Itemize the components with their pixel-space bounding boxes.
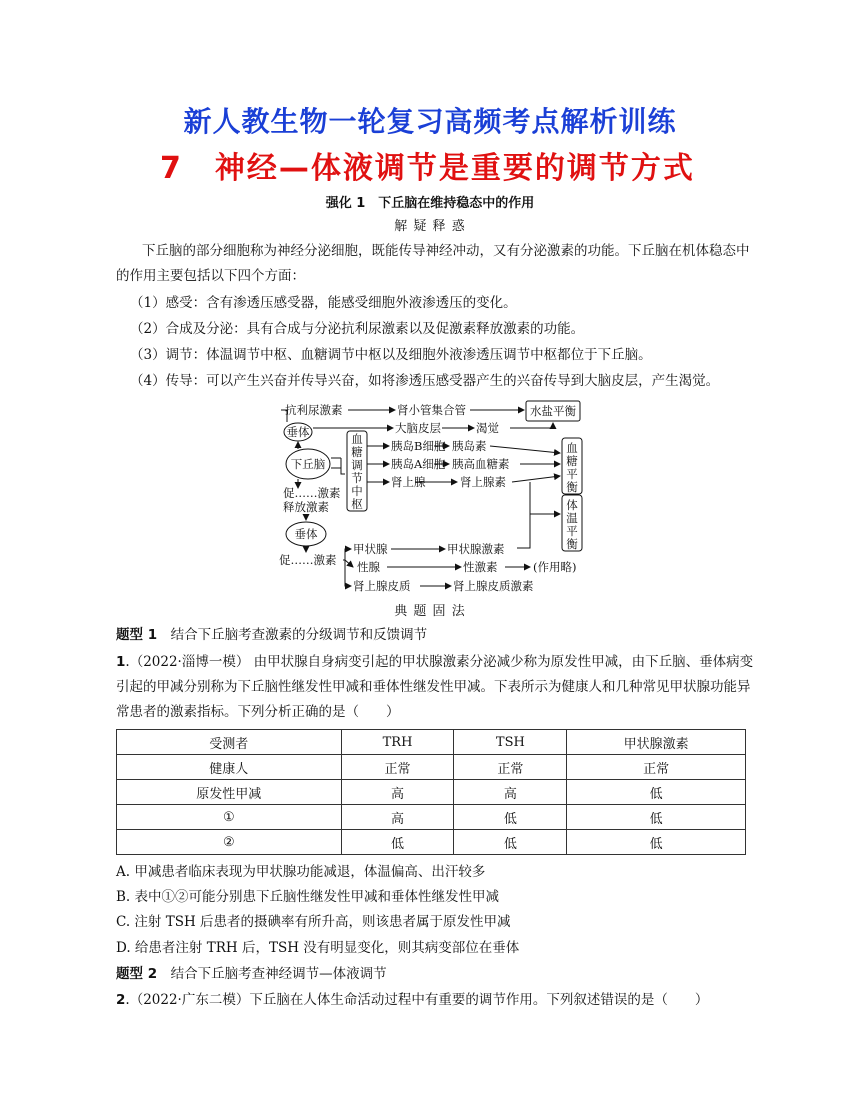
part-heading-explain: 解 疑 释 惑	[394, 219, 466, 234]
diagram-sex-hormone: 性激素	[463, 560, 498, 574]
diagram-insulin: 胰岛素	[452, 439, 487, 453]
table-cell: 正常	[454, 755, 567, 780]
diagram-temp-balance-0: 体	[566, 498, 578, 512]
table-cell: ②	[117, 830, 342, 855]
question-type-1-text: 结合下丘脑考查激素的分级调节和反馈调节	[170, 627, 428, 643]
diagram-pituitary-2: 垂体	[294, 527, 318, 541]
intro-line-1: 下丘脑的部分细胞称为神经分泌细胞，既能传导神经冲动，又有分泌激素的功能。下丘脑在机体稳态中	[142, 243, 750, 259]
q1-line-2: 引起的甲减分别称为下丘脑性继发性甲减和垂体性继发性甲减。下表所示为健康人和几种常见甲状腺功能异	[116, 679, 751, 695]
point-1: （1）感受：含有渗透压感受器，能感受细胞外液渗透压的变化。	[130, 295, 517, 311]
diagram-gonad: 性腺	[357, 560, 380, 574]
hormone-table	[116, 729, 746, 855]
diagram-hypothalamus: 下丘脑	[290, 457, 326, 471]
diagram-glucose-balance-3: 衡	[566, 480, 578, 494]
diagram-alpha-cell: 胰岛A细胞	[391, 457, 446, 471]
table-cell: 低	[567, 830, 746, 855]
chapter-title: 7 神经—体液调节是重要的调节方式	[160, 151, 695, 186]
table-cell: 低	[454, 805, 567, 830]
diagram-omitted: (作用略)	[533, 560, 577, 574]
question-type-2-label: 题型 2	[116, 966, 158, 982]
table-cell: 低	[341, 830, 454, 855]
diagram-adrenaline: 肾上腺素	[460, 475, 506, 489]
table-cell: 高	[341, 780, 454, 805]
diagram-center-3: 节	[351, 471, 363, 485]
table-row	[117, 755, 746, 780]
diagram-glucose-balance-2: 平	[566, 467, 578, 481]
q2-number: 2	[116, 992, 126, 1008]
q1-number: 1	[116, 654, 126, 670]
table-cell: 低	[454, 830, 567, 855]
table-cell: 正常	[567, 755, 746, 780]
diagram-glucagon: 胰高血糖素	[452, 457, 510, 471]
q2-text-1: .（2022·广东二模）下丘脑在人体生命活动过程中有重要的调节作用。下列叙述错误的是（ ）	[125, 992, 709, 1008]
diagram-center-0: 血	[351, 432, 363, 446]
diagram-cortex: 大脑皮层	[395, 421, 441, 435]
table-row	[117, 780, 746, 805]
page-title: 新人教生物一轮复习高频考点解析训练	[183, 105, 677, 138]
table-row	[117, 830, 746, 855]
q1-line-3: 常患者的激素指标。下列分析正确的是（ ）	[116, 704, 400, 720]
table-row	[117, 805, 746, 830]
diagram-glucose-balance-1: 糖	[566, 454, 578, 468]
diagram-tropic: 促……激素	[279, 553, 337, 567]
diagram-center-2: 调	[351, 458, 363, 472]
hypothalamus-regulation-diagram	[275, 396, 595, 598]
table-header: 甲状腺激素	[567, 730, 746, 755]
q1-line-1	[116, 651, 753, 673]
table-header: 受测者	[117, 730, 342, 755]
question-type-1	[116, 624, 427, 646]
part-heading-practice: 典 题 固 法	[394, 604, 466, 619]
question-type-2-text: 结合下丘脑考查神经调节—体液调节	[170, 966, 387, 982]
question-type-2	[116, 963, 387, 985]
diagram-kidney: 肾小管集合管	[397, 403, 466, 417]
q2-line-1	[116, 989, 708, 1011]
table-header: TRH	[341, 730, 454, 755]
table-cell: ①	[117, 805, 342, 830]
question-type-1-label: 题型 1	[116, 627, 158, 643]
q1-option-d: D. 给患者注射 TRH 后，TSH 没有明显变化，则其病变部位在垂体	[116, 940, 520, 956]
q1-option-a: A. 甲减患者临床表现为甲状腺功能减退，体温偏高、出汗较多	[116, 864, 486, 880]
diagram-thyroid: 甲状腺	[353, 542, 388, 556]
table-cell: 高	[341, 805, 454, 830]
diagram-temp-balance-3: 衡	[566, 537, 578, 551]
intro-line-2: 的作用主要包括以下四个方面：	[116, 268, 305, 284]
table-cell: 原发性甲减	[117, 780, 342, 805]
diagram-beta-cell: 胰岛B细胞	[391, 439, 446, 453]
point-2: （2）合成及分泌：具有合成与分泌抗利尿激素以及促激素释放激素的功能。	[130, 321, 585, 337]
diagram-cortex-hormone: 肾上腺皮质激素	[453, 579, 534, 593]
section-heading: 强化 1 下丘脑在维持稳态中的作用	[325, 196, 535, 211]
diagram-adh: 抗利尿激素	[285, 403, 343, 417]
table-cell: 健康人	[117, 755, 342, 780]
diagram-glucose-balance-0: 血	[566, 441, 578, 455]
diagram-center-5: 枢	[351, 497, 363, 511]
table-cell: 高	[454, 780, 567, 805]
q1-option-b: B. 表中①②可能分别患下丘脑性继发性甲减和垂体性继发性甲减	[116, 889, 500, 905]
diagram-pituitary: 垂体	[286, 425, 310, 439]
table-header: TSH	[454, 730, 567, 755]
diagram-center-4: 中	[351, 484, 363, 498]
table-cell: 低	[567, 780, 746, 805]
diagram-releasing-1: 促……激素	[283, 486, 341, 500]
diagram-thirst: 渴觉	[476, 421, 499, 435]
diagram-temp-balance-1: 温	[566, 511, 578, 525]
diagram-releasing-2: 释放激素	[283, 500, 329, 514]
table-header-row	[117, 730, 746, 755]
diagram-adrenal: 肾上腺	[391, 475, 426, 489]
diagram-thyroxine: 甲状腺激素	[447, 542, 505, 556]
point-3: （3）调节：体温调节中枢、血糖调节中枢以及细胞外液渗透压调节中枢都位于下丘脑。	[130, 347, 652, 363]
diagram-temp-balance-2: 平	[566, 524, 578, 538]
diagram-adrenal-cortex: 肾上腺皮质	[353, 579, 411, 593]
q1-option-c: C. 注射 TSH 后患者的摄碘率有所升高，则该患者属于原发性甲减	[116, 914, 511, 930]
table-cell: 正常	[341, 755, 454, 780]
diagram-water-salt: 水盐平衡	[530, 404, 576, 418]
diagram-center-1: 糖	[351, 445, 363, 459]
table-cell: 低	[567, 805, 746, 830]
q1-text-1: .（2022·淄博一模） 由甲状腺自身病变引起的甲状腺激素分泌减少称为原发性甲减，由下丘脑、垂体病变	[125, 654, 754, 670]
point-4: （4）传导：可以产生兴奋并传导兴奋，如将渗透压感受器产生的兴奋传导到大脑皮层，产生渴觉。	[130, 373, 720, 389]
